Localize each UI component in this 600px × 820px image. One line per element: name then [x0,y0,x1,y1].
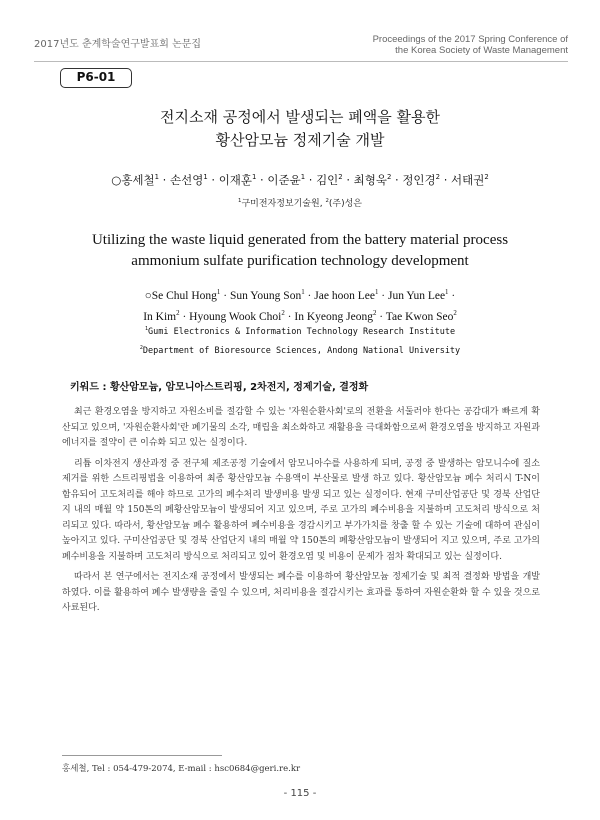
author-affiliation-mark: 2 [372,309,377,317]
korean-title [60,106,540,152]
korean-author: 이재훈 [218,173,253,187]
body-paragraph: 따라서 본 연구에서는 전지소재 공정에서 발생되는 폐수를 이용하여 황산암모늄 정제기술 및 최적 결정화 방법을 개발하였다. 이를 활용하여 폐수 발생량을 줄일 수 있으며, 처리비용을 절감시키는 효과를 통하여 자원순환화 할 수 있을 것으로 사료된다. [62,572,540,613]
korean-affiliation [40,196,560,209]
korean-author: 서태권 [451,173,485,187]
korean-title-line1: 전지소재 공정에서 발생되는 폐액을 활용한 [160,108,440,126]
korean-author-list: ○홍세철$^1$ · 손선영$^1$ · 이재훈$^1$ · 이준윤$^1$ · 김인$^2$ · 최형욱$^2$ · 정인경$^2$ · 서태권$^2$ [111,173,489,187]
body-paragraph: 최근 환경오염을 방지하고 자원소비를 절감할 수 있는 '자원순환사회'로의 전환을 서둘러야 한다는 공감대가 빠르게 확산되고 있으며, '자원순환사회'란 폐기물의 소각, 매립을 최소화하고 재활용을 극대화함으로써 환경오염을 방지하고 자원과 에너지를 절약이 큰 이슈화 되고 있는 실정이다. [62,407,540,448]
korean-affiliation-2: (주)성은 [328,199,362,209]
author-affiliation-mark: 2 [281,309,285,317]
author-affiliation-mark: 2 [176,309,180,317]
keywords-label: 키워드 : [70,382,107,393]
running-header-right-line2: the Korea Society of Waste Management [395,45,568,56]
english-author-list [40,284,560,326]
running-header-left: 2017년도 춘계학술연구발표회 논문집 [34,39,202,50]
korean-author: 정인경 [402,173,436,187]
author-affiliation-mark: 1 [154,173,160,182]
korean-author: 손선영 [170,173,204,187]
author-affiliation-mark: 1 [216,289,221,296]
korean-author: 이준윤 [267,173,301,187]
english-affiliation [40,321,560,359]
english-author: Tae Kwon Seo [385,310,454,323]
abstract-body [62,405,540,622]
presenter-marker: ○ [144,289,152,302]
korean-author: 홍세철 [121,173,155,187]
affiliation-mark: 2 [325,198,329,204]
english-author-line1: ○Se Chul Hong$^1$ · Sun Young Son$^1$ · Jae hoon Lee$^1$ · Jun Yun Lee$^1$ · [144,289,456,302]
author-affiliation-mark: 1 [203,173,208,182]
english-author: Jun Yun Lee [387,289,446,302]
korean-author: 김인 [316,173,339,187]
author-affiliation-mark: 1 [374,289,379,296]
body-paragraph: 리튬 이차전지 생산과정 중 전구체 제조공정 기술에서 암모니아수를 사용하게 되며, 공정 중 발생하는 암모니수에 질소제거를 위한 스트리핑법을 이용하여 최종 황산암모늄 수용액이 부산물로 발생 하고 있다. 황산암모늄 폐수 처리시 T-N이 함유되어 고도처리를 해야 하므로 고가의 폐수처리 발생비용 발생 되고 있는 실정이다. 현재 구미산업공단 및 경북 산업단지 내의 매월 약 150톤의 폐황산암모늄이 발생되어 지고 있으며, 주로 고가의 폐수비용을 지불하며 고도처리 방식으로 처리되고 있다. 따라서, 황산암모늄 폐수 활용하여 폐수비용을 경감시키고 부가가치를 창출 할 수 있는 기술에 대하여 관심이 높아지고 있다. 구미산업공단 및 경북 산업단지 내의 매월 약 150톤의 폐황산암모늄이 발생되어 지고 있으며, 주로 고가의 폐수비용을 지불하며 고도처리 방식으로 처리되고 있어 환경오염 및 비용이 문제가 점차 확대되고 있는 실정이다. [62,458,540,562]
author-affiliation-mark: 2 [484,173,489,182]
english-affiliation-2: Department of Bioresource Sciences, Andong National University [142,345,461,356]
english-author: Se Chul Hong [151,289,217,302]
session-code-badge: P6-01 [60,68,132,88]
affiliation-mark: 1 [144,326,149,332]
english-title-line2: ammonium sulfate purification technology development [131,253,469,269]
author-affiliation-mark: 1 [300,173,306,182]
author-affiliation-mark: 2 [435,173,441,182]
footnote-divider [62,755,222,756]
page-number: - 115 - [283,788,317,799]
english-author: In Kyeong Jeong [294,310,373,323]
english-affiliation-1-line [40,321,560,340]
running-header-right-line1: Proceedings of the 2017 Spring Conference of [372,34,568,45]
english-author-line2: In Kim$^2$ · Hyoung Wook Choi$^2$ · In Kyeong Jeong$^2$ · Tae Kwon Seo$^2$ [143,309,457,323]
running-header-right [308,34,568,56]
header-divider [34,61,568,62]
english-author: Hyoung Wook Choi [189,310,282,323]
affiliation-mark: 2 [139,344,143,351]
author-affiliation-mark: 2 [386,173,392,182]
english-title [40,230,560,272]
keywords-list: 황산암모늄, 암모니아스트리핑, 2차전지, 정제기술, 결정화 [109,382,369,393]
english-title-line1: Utilizing the waste liquid generated from the battery material process [91,232,509,248]
korean-title-line2: 황산암모늄 정제기술 개발 [215,131,385,149]
author-affiliation-mark: 2 [338,173,343,182]
english-affiliation-1: Gumi Electronics & Information Technology Research Institute [148,326,456,337]
english-author: Sun Young Son [229,289,302,302]
author-affiliation-mark: 1 [252,173,257,182]
korean-affiliation-1: 구미전자정보기술원, [241,199,323,209]
english-affiliation-2-line [40,340,560,359]
author-affiliation-mark: 1 [301,289,305,296]
author-affiliation-mark: 2 [453,309,457,317]
keywords [70,378,560,393]
affiliation-mark: 1 [238,198,242,204]
presenter-marker: ○ [111,173,122,187]
korean-author: 최형욱 [353,173,387,187]
corresponding-author-footnote: 홍세철, Tel : 054-479-2074, E-mail : hsc0684@geri.re.kr [62,764,301,774]
english-author: Jae hoon Lee [314,289,375,302]
english-author: In Kim [143,310,177,323]
author-affiliation-mark: 1 [445,289,449,296]
